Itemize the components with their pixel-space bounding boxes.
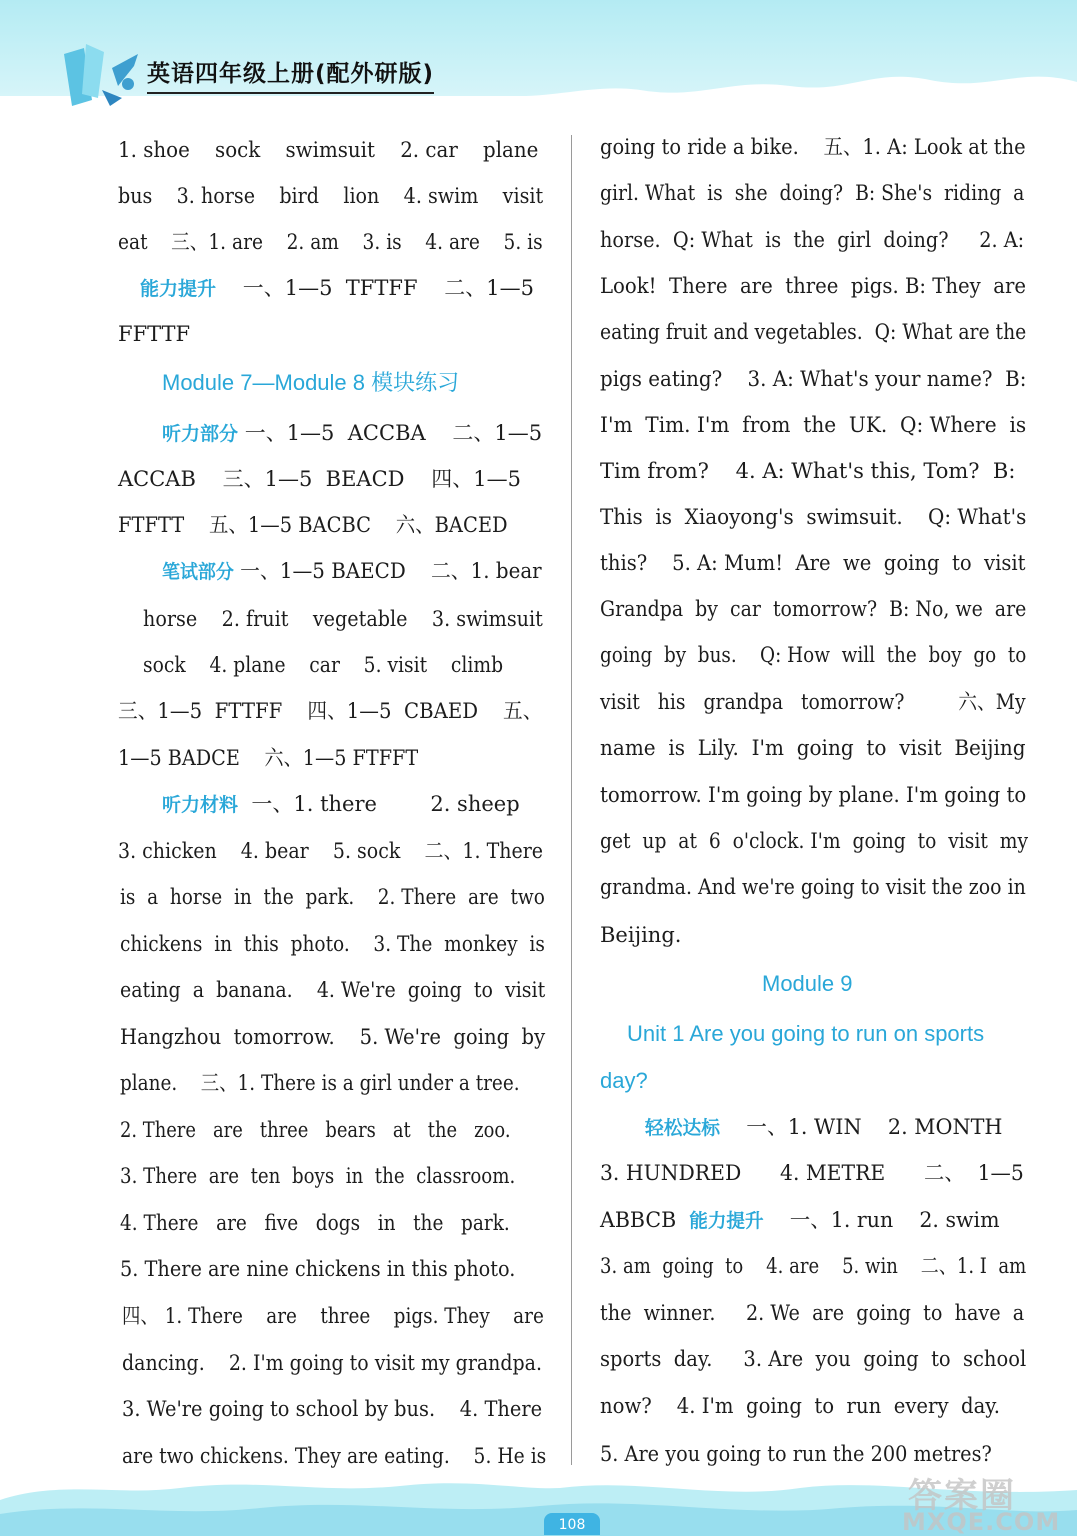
answer-text: name is Lily. I'm going to visit Beijing <box>600 736 1026 760</box>
answer-line <box>600 225 1025 255</box>
answer-line <box>600 271 1027 301</box>
answer-text: 一、1. run 2. swim <box>763 1208 1000 1232</box>
answer-text: visit his grandpa tomorrow? 六、My <box>600 690 1026 714</box>
answer-line <box>143 604 543 634</box>
answer-text: eating a banana. 4. We're going to visit <box>120 978 546 1002</box>
answer-text: pigs eating? 3. A: What's your name? B: <box>600 367 1027 391</box>
answer-text: 四、 1. There are three pigs. They are <box>122 1304 544 1328</box>
answer-line <box>600 1391 1001 1421</box>
answer-text: Hangzhou tomorrow. 5. We're going by <box>120 1025 546 1049</box>
book-title: 英语四年级上册(配外研版) <box>147 60 434 94</box>
answer-text: 一、1—5 ACCBA 二、1—5 <box>238 421 543 445</box>
answer-line <box>600 780 1027 810</box>
answer-line <box>600 1158 1024 1188</box>
answer-line <box>600 410 1027 440</box>
answer-line <box>645 1112 1003 1142</box>
answer-line <box>600 687 1026 717</box>
section-label: 能力提升 <box>689 1210 764 1232</box>
answer-text: now? 4. I'm going to run every day. <box>600 1394 1001 1418</box>
answer-line <box>120 1208 510 1238</box>
answer-line <box>118 319 198 349</box>
answer-text: 4. There are five dogs in the park. <box>120 1211 510 1235</box>
answer-line <box>122 1301 544 1331</box>
answer-line <box>600 456 1026 486</box>
answer-line <box>162 556 542 586</box>
answer-text: 3. am going to 4. are 5. win 二、1. I am <box>600 1254 1027 1278</box>
answer-text: grandma. And we're going to visit the zoo in <box>600 875 1026 899</box>
answer-text: get up at 6 o'clock. I'm going to visit my <box>600 829 1029 853</box>
answer-text: Look! There are three pigs. B: They are <box>600 274 1027 298</box>
section-heading: Module 7—Module 8 模块练习 <box>162 370 460 395</box>
answer-text: 5. Are you going to run the 200 metres? <box>600 1442 992 1466</box>
answer-line <box>600 317 1027 347</box>
answer-text: Grandpa by car tomorrow? B: No, we are <box>600 597 1027 621</box>
answer-line <box>118 696 543 726</box>
answer-line <box>162 418 542 448</box>
answer-text: 1—5 BADCE 六、1—5 FTFFT <box>118 746 419 770</box>
answer-line <box>600 920 690 950</box>
answer-line <box>120 882 545 912</box>
answer-line <box>600 1298 1025 1328</box>
answer-line <box>120 929 545 959</box>
answer-line <box>120 1068 520 1098</box>
answer-text: FFTTF <box>118 322 191 346</box>
answer-text: ACCAB 三、1—5 BEACD 四、1—5 <box>118 467 521 491</box>
answer-line <box>600 872 1026 902</box>
answer-line <box>600 178 1025 208</box>
section-label: 听力材料 <box>162 794 239 816</box>
answer-line <box>118 464 543 494</box>
answer-line <box>120 1254 516 1284</box>
answer-line <box>600 132 1026 162</box>
header-logo-icon <box>58 40 144 112</box>
watermark-logo <box>900 1468 1070 1536</box>
answer-text: 一、1. WIN 2. MONTH <box>719 1115 1003 1139</box>
answer-line <box>118 836 544 866</box>
answer-line <box>120 1161 516 1191</box>
answer-text: the winner. 2. We are going to have a <box>600 1301 1025 1325</box>
section-label: 听力部分 <box>162 423 239 445</box>
answer-line <box>143 650 504 680</box>
answer-line <box>118 227 543 257</box>
answer-line <box>122 1394 543 1424</box>
answer-text: 一、1. there 2. sheep <box>238 792 520 816</box>
answer-text: going to ride a bike. 五、1. A: Look at the <box>600 135 1026 159</box>
answer-line <box>600 826 1029 856</box>
watermark-line2: MXQE.COM <box>902 1508 1061 1536</box>
answer-line <box>600 1205 1000 1235</box>
answer-text: plane. 三、1. There is a girl under a tree. <box>120 1071 520 1095</box>
section-label: 轻松达标 <box>645 1117 720 1139</box>
watermark-line1: 答案圈 <box>908 1476 1016 1516</box>
answer-text: 3. HUNDRED 4. METRE 二、 1—5 <box>600 1161 1024 1185</box>
answer-text: I'm Tim. I'm from the UK. Q: Where is <box>600 413 1027 437</box>
answer-text: are two chickens. They are eating. 5. He is <box>122 1444 547 1468</box>
answer-line <box>600 640 1027 670</box>
answer-text: tomorrow. I'm going by plane. I'm going to <box>600 783 1027 807</box>
answer-text: 三、1—5 FTTFF 四、1—5 CBAED 五、 <box>118 699 543 723</box>
answer-text: 一、1—5 TFTFF 二、1—5 <box>216 276 534 300</box>
answer-text: horse. Q: What is the girl doing? 2. A: <box>600 228 1025 252</box>
answer-text: chickens in this photo. 3. The monkey is <box>120 932 545 956</box>
answer-text: Beijing. <box>600 923 682 947</box>
answer-text: dancing. 2. I'm going to visit my grandpa. <box>122 1351 543 1375</box>
answer-line <box>118 743 419 773</box>
answer-line <box>118 135 539 165</box>
answer-text: FTFTT 五、1—5 BACBC 六、BACED <box>118 513 508 537</box>
answer-line <box>600 1344 1027 1374</box>
answer-line <box>118 181 544 211</box>
answer-text: ABBCB <box>600 1208 690 1232</box>
answer-line <box>162 789 522 819</box>
section-heading: Module 9 <box>762 971 853 996</box>
column-divider <box>571 135 572 1465</box>
answer-line <box>600 594 1027 624</box>
answer-text: 一、1—5 BAECD 二、1. bear <box>233 559 542 583</box>
answer-text: 1. shoe sock swimsuit 2. car plane <box>118 138 539 162</box>
answer-text: 5. There are nine chickens in this photo. <box>120 1257 516 1281</box>
answer-text: sports day. 3. Are you going to school <box>600 1347 1027 1371</box>
answer-line <box>600 502 1027 532</box>
answer-line <box>120 1022 546 1052</box>
answer-text: This is Xiaoyong's swimsuit. Q: What's <box>600 505 1027 529</box>
answer-text: eat 三、1. are 2. am 3. is 4. are 5. is <box>118 230 543 254</box>
answer-line <box>122 1348 543 1378</box>
answer-text: 3. We're going to school by bus. 4. There <box>122 1397 543 1421</box>
answer-line <box>600 1251 1027 1281</box>
answer-text: 3. chicken 4. bear 5. sock 二、1. There <box>118 839 544 863</box>
answer-line <box>118 510 508 540</box>
answer-text: horse 2. fruit vegetable 3. swimsuit <box>143 607 543 631</box>
section-heading: Unit 1 Are you going to run on sports <box>627 1021 985 1046</box>
answer-line <box>600 548 1026 578</box>
answer-text: this? 5. A: Mum! Are we going to visit <box>600 551 1026 575</box>
answer-text: girl. What is she doing? B: She's riding a <box>600 181 1025 205</box>
section-label: 笔试部分 <box>162 561 234 583</box>
answer-line <box>120 975 546 1005</box>
page-number: 108 <box>544 1513 600 1535</box>
answer-text: eating fruit and vegetables. Q: What are the <box>600 320 1027 344</box>
answer-text: going by bus. Q: How will the boy go to <box>600 643 1027 667</box>
answer-text: Tim from? 4. A: What's this, Tom? B: <box>600 459 1016 483</box>
answer-line <box>600 364 1027 394</box>
answer-line <box>120 1115 511 1145</box>
answer-line <box>140 273 542 303</box>
answer-text: sock 4. plane car 5. visit climb <box>143 653 504 677</box>
answer-text: 2. There are three bears at the zoo. <box>120 1118 511 1142</box>
answer-text: 3. There are ten boys in the classroom. <box>120 1164 516 1188</box>
answer-text: bus 3. horse bird lion 4. swim visit <box>118 184 544 208</box>
section-heading: day? <box>600 1068 648 1093</box>
section-label: 能力提升 <box>140 278 217 300</box>
answer-line <box>600 733 1026 763</box>
answer-text: is a horse in the park. 2. There are two <box>120 885 545 909</box>
